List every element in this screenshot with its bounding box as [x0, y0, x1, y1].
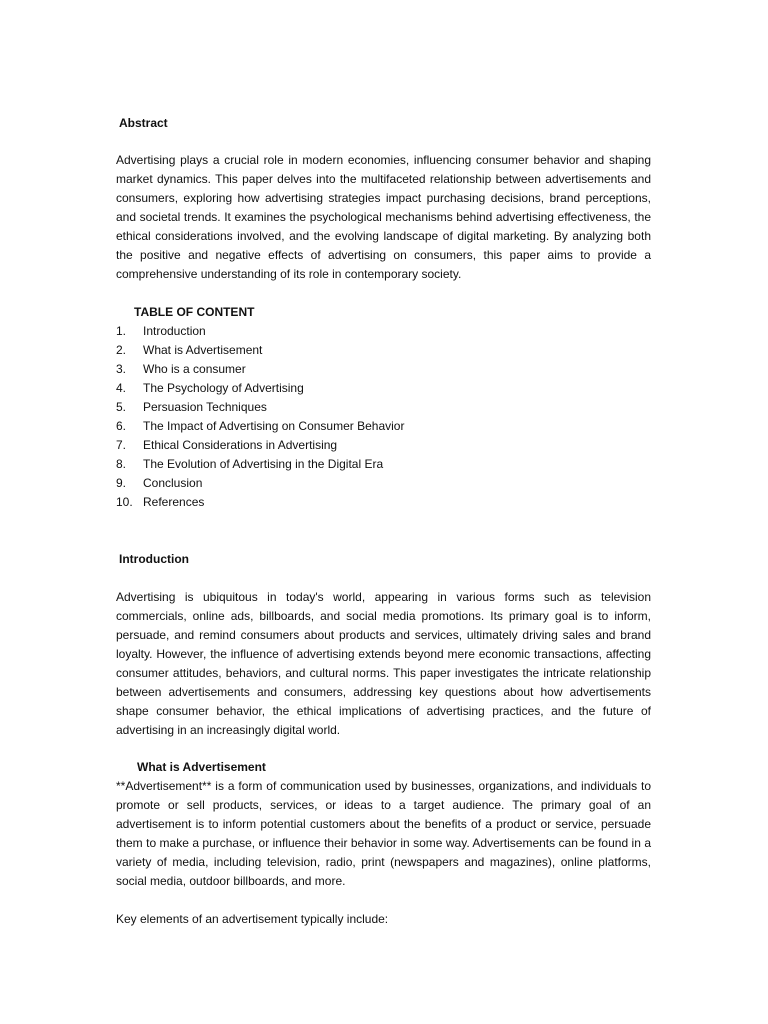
toc-item-number: 5.: [116, 400, 127, 414]
toc-item-number: 9.: [116, 476, 127, 490]
toc-item-label: Conclusion: [143, 476, 203, 490]
what-is-advertisement-paragraph: **Advertisement** is a form of communication used by businesses, organizations, and individuals to promote or sell products, services, or ideas to a target audience. The primary goal of an advertisement is to inform potential customers about the benefits of a product or service, persuade them to make a purchase, or influence their behavior in some way. Advertisements can be found in a variety of media, including television, radio, print (newspapers and magazines), online platforms, social media, outdoor billboards, and more.: [116, 779, 651, 888]
toc-item: [116, 455, 404, 474]
introduction-heading: Introduction: [119, 552, 189, 566]
toc-item-number: 2.: [116, 343, 127, 357]
toc-item: [116, 417, 404, 436]
what-is-advertisement-heading: What is Advertisement: [137, 760, 266, 774]
abstract-heading: Abstract: [119, 116, 168, 130]
toc-item-label: What is Advertisement: [143, 343, 263, 357]
toc-item-number: 1.: [116, 324, 127, 338]
toc-item: [116, 360, 404, 379]
toc-item: [116, 398, 404, 417]
toc-item-label: Persuasion Techniques: [143, 400, 267, 414]
toc-item-label: Introduction: [143, 324, 206, 338]
abstract-paragraph: Advertising plays a crucial role in modern economies, influencing consumer behavior and shaping market dynamics. This paper delves into the multifaceted relationship between advertisements and consumers, exploring how advertising strategies impact purchasing decisions, brand perceptions, and societal trends. It examines the psychological mechanisms behind advertising effectiveness, the ethical considerations involved, and the evolving landscape of digital marketing. By analyzing both the positive and negative effects of advertising on consumers, this paper aims to provide a comprehensive understanding of its role in contemporary society.: [116, 153, 651, 281]
toc-item-label: Who is a consumer: [143, 362, 246, 376]
toc-item-number: 10.: [116, 495, 133, 509]
toc-item: [116, 379, 404, 398]
toc-item-number: 8.: [116, 457, 127, 471]
toc-heading: TABLE OF CONTENT: [134, 305, 255, 319]
toc-item: [116, 493, 404, 512]
toc-item: [116, 436, 404, 455]
toc-item-label: The Impact of Advertising on Consumer Behavior: [143, 419, 405, 433]
document-page: [116, 0, 651, 1024]
toc-item-number: 3.: [116, 362, 127, 376]
toc-item: [116, 474, 404, 493]
toc-item-label: Ethical Considerations in Advertising: [143, 438, 338, 452]
toc-item-number: 4.: [116, 381, 127, 395]
toc-item-number: 6.: [116, 419, 127, 433]
toc-item-label: References: [143, 495, 205, 509]
introduction-paragraph: Advertising is ubiquitous in today's world, appearing in various forms such as television commercials, online ads, billboards, and social media promotions. Its primary goal is to inform, persuade, and remind consumers about products and services, ultimately driving sales and brand loyalty. However, the influence of advertising extends beyond mere economic transactions, affecting consumer attitudes, behaviors, and cultural norms. This paper investigates the intricate relationship between advertisements and consumers, addressing key questions about how advertisements shape consumer behavior, the ethical implications of advertising practices, and the future of advertising in an increasingly digital world.: [116, 590, 651, 737]
toc-item-number: 7.: [116, 438, 127, 452]
toc-item: [116, 341, 404, 360]
toc-list: [116, 322, 404, 512]
toc-item-label: The Psychology of Advertising: [143, 381, 304, 395]
key-elements-paragraph: Key elements of an advertisement typically include:: [116, 912, 389, 926]
toc-item-label: The Evolution of Advertising in the Digital Era: [143, 457, 384, 471]
toc-item: [116, 322, 404, 341]
